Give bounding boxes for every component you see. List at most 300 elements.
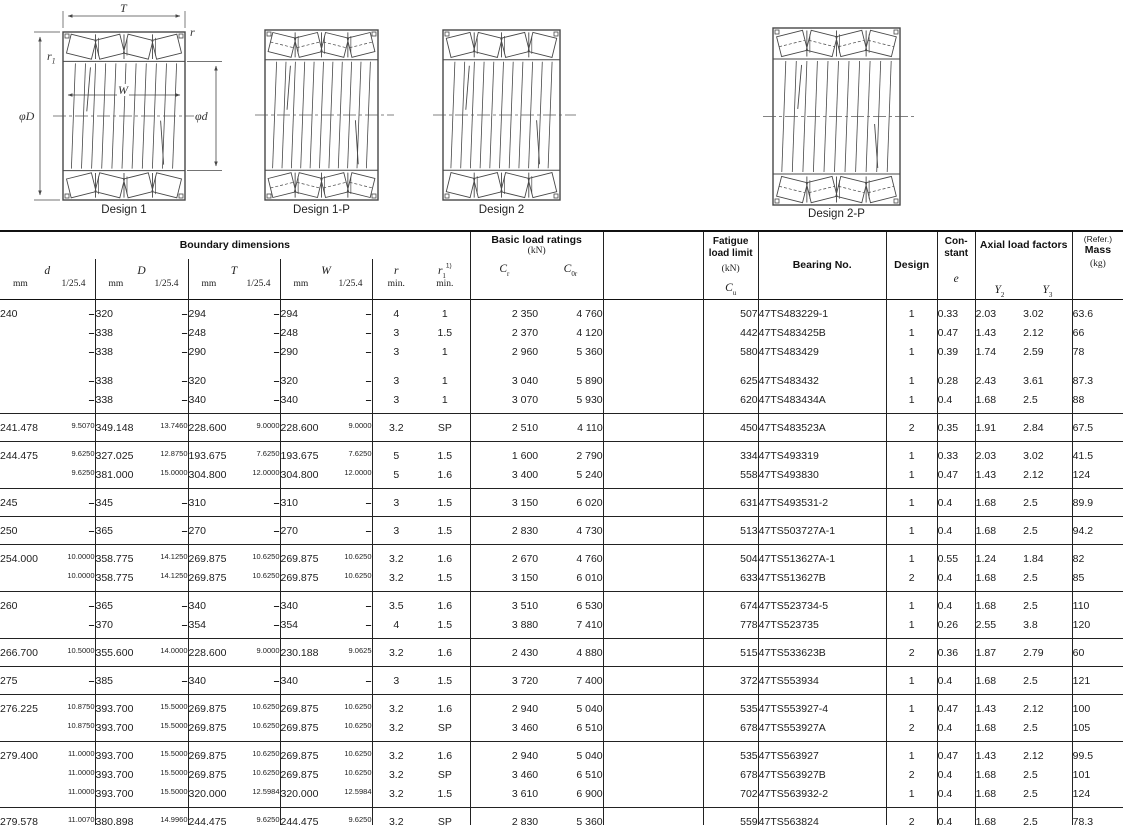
cell-d: 260 (0, 599, 18, 612)
cell-d (0, 342, 52, 361)
cell-W-in: 10.6250 (344, 571, 372, 580)
cell-d-in: – (88, 618, 95, 631)
cell-d (0, 465, 52, 489)
cell-r: 3.2 (372, 414, 420, 442)
dim-label-phi-d: φd (195, 109, 208, 123)
cell-C0r: 5 040 (576, 749, 603, 762)
header-boundary-dimensions: Boundary dimensions (179, 239, 290, 252)
cell-Cu: 515 (703, 639, 758, 667)
cell-W: 248 (280, 323, 332, 342)
cell-D: 338 (95, 342, 147, 361)
cell-r: 3 (372, 390, 420, 414)
cell-d (0, 784, 52, 808)
header-dim-W: W mm 1/25.4 (280, 259, 372, 300)
cell-d-in: – (88, 674, 95, 687)
cell-d-in: 10.0000 (67, 571, 95, 580)
cell-bearing-no: 47TS553927-4 (758, 695, 886, 719)
cell-T-in: 10.6250 (252, 571, 280, 580)
cell-r: 3 (372, 489, 420, 517)
cell-Y3: 2.84 (1023, 421, 1044, 434)
cell-bearing-no: 47TS553934 (758, 667, 886, 695)
table-group (0, 808, 1123, 825)
cell-design: 1 (886, 545, 937, 569)
cell-C0r: 5 930 (576, 393, 603, 406)
cell-Cr (470, 361, 538, 371)
cell-Y3: 2.12 (1023, 702, 1044, 715)
cell--empty (603, 718, 703, 742)
cell-d-in: 11.0070 (67, 815, 95, 824)
cell-d: 241.478 (0, 421, 38, 434)
cell-d-in: – (88, 496, 95, 509)
cell-W-in: – (365, 345, 372, 358)
cell-d: 250 (0, 524, 18, 537)
cell-T: 290 (188, 342, 240, 361)
cell-mass: 67.5 (1072, 414, 1123, 442)
dim-label-r: r (190, 25, 195, 39)
cell-d: 240 (0, 307, 18, 320)
cell-D-in: 15.0000 (160, 468, 188, 477)
cell-d-in (52, 361, 95, 371)
cell-T-in: – (273, 618, 280, 631)
cell-Cu: 674 (703, 592, 758, 616)
cell-D-in: – (181, 374, 188, 387)
table-row (0, 517, 1123, 545)
cell-Cr: 2 350 (470, 300, 538, 324)
cell-design: 1 (886, 742, 937, 766)
cell-mass (1072, 361, 1123, 371)
header-axial-load-factors: Axial load factors (975, 231, 1072, 259)
cell-e: 0.4 (937, 667, 975, 695)
cell-bearing-no: 47TS493531-2 (758, 489, 886, 517)
cell-Y2: 1.43 (975, 695, 1023, 719)
cell-r: 3 (372, 517, 420, 545)
table-group (0, 414, 1123, 442)
cell-D: 393.700 (95, 695, 147, 719)
cell-Cu: 625 (703, 371, 758, 390)
cell-Cr: 2 940 (470, 695, 538, 719)
cell-d-in: – (88, 524, 95, 537)
cell-r1: 1.6 (437, 702, 453, 715)
cell-W-in: 9.6250 (348, 815, 372, 824)
cell-T: 269.875 (188, 568, 240, 592)
cell-mass: 105 (1072, 718, 1123, 742)
cell-design: 2 (886, 765, 937, 784)
cell-T: 269.875 (188, 765, 240, 784)
cell-r1: 1.6 (437, 468, 453, 481)
cell-design: 1 (886, 667, 937, 695)
table-group (0, 592, 1123, 639)
cell-T-in: – (273, 393, 280, 406)
cell-bearing-no: 47TS483429 (758, 342, 886, 361)
cell-d-in: – (88, 307, 95, 320)
cell--empty (603, 667, 703, 695)
cell-e: 0.4 (937, 592, 975, 616)
cell-r: 3 (372, 371, 420, 390)
cell-Cr: 3 880 (470, 615, 538, 639)
cell-bearing-no: 47TS563932-2 (758, 784, 886, 808)
cell-r: 3 (372, 342, 420, 361)
cell-D: 381.000 (95, 465, 147, 489)
cell-mass: 78 (1072, 342, 1123, 361)
cell-W-in: – (365, 524, 372, 537)
header-basic-load-ratings: Basic load ratings (kN) (470, 231, 603, 259)
cell-bearing-no: 47TS483523A (758, 414, 886, 442)
cell-r: 5 (372, 465, 420, 489)
cell-design: 2 (886, 718, 937, 742)
table-row (0, 442, 1123, 466)
cell-D-in: 15.5000 (160, 702, 188, 711)
cell-W: 269.875 (280, 568, 332, 592)
cell-Cr: 2 960 (470, 342, 538, 361)
cell-design: 1 (886, 615, 937, 639)
cell-D: 358.775 (95, 568, 147, 592)
cell-W: 193.675 (280, 442, 332, 466)
cell-d-in: – (88, 345, 95, 358)
cell-C0r: 6 510 (576, 768, 603, 781)
cell-C0r: 7 400 (576, 674, 603, 687)
cell-Y2: 1.68 (975, 489, 1023, 517)
cell-r: 3.2 (372, 742, 420, 766)
cell-T-in: – (273, 524, 280, 537)
cell-r: 3.5 (372, 592, 420, 616)
cell-r: 3.2 (372, 639, 420, 667)
cell-e (937, 361, 975, 371)
cell-r: 3.2 (372, 765, 420, 784)
cell-W: 269.875 (280, 742, 332, 766)
cell-d (0, 718, 52, 742)
table-row (0, 695, 1123, 719)
header-r1: $r_1^{1)}$ min. (436, 262, 454, 289)
cell-C0r: 6 530 (576, 599, 603, 612)
cell-W: 269.875 (280, 765, 332, 784)
cell-bearing-no: 47TS483434A (758, 390, 886, 414)
cell-Y2: 2.55 (975, 615, 1023, 639)
cell-e: 0.4 (937, 784, 975, 808)
cell-design: 1 (886, 342, 937, 361)
cell-T-in: 10.6250 (252, 768, 280, 777)
cell-design: 2 (886, 568, 937, 592)
cell-W-in: 9.0000 (348, 421, 372, 430)
cell-D-in: 14.0000 (160, 646, 188, 655)
cell-T: 340 (188, 592, 240, 616)
cell-W (280, 361, 332, 371)
cell-r: 3.2 (372, 545, 420, 569)
cell-r (372, 361, 420, 371)
cell-Y3: 2.5 (1023, 721, 1038, 734)
cell-Y2: 2.43 (975, 371, 1023, 390)
cell-design: 1 (886, 371, 937, 390)
cell-T-in: 10.6250 (252, 721, 280, 730)
table-group (0, 442, 1123, 489)
cell-Cu: 372 (703, 667, 758, 695)
cell-Y3: 1.84 (1023, 552, 1044, 565)
cell-C0r: 6 010 (576, 571, 603, 584)
cell-Cu: 507 (703, 300, 758, 324)
cell-mass: 100 (1072, 695, 1123, 719)
cell-T (188, 361, 240, 371)
cell-D-in: – (181, 345, 188, 358)
cell-T-in: 10.6250 (252, 702, 280, 711)
cell--empty (603, 808, 703, 825)
cell-T-in: 12.0000 (252, 468, 280, 477)
cell--empty (603, 300, 703, 324)
cell-Cu: 702 (703, 784, 758, 808)
cell-mass: 110 (1072, 592, 1123, 616)
design-1p-label: Design 1-P (293, 204, 350, 216)
cell-d-in: 10.0000 (67, 552, 95, 561)
table-group (0, 517, 1123, 545)
cell-r: 3 (372, 323, 420, 342)
cell-T-in: – (273, 496, 280, 509)
cell-T-in: 9.0000 (256, 421, 280, 430)
cell-d: 254.000 (0, 552, 38, 565)
cell-Y2: 1.24 (975, 545, 1023, 569)
cell-d-in: 10.8750 (67, 702, 95, 711)
cell-W-in: 10.6250 (344, 768, 372, 777)
cell-Cr: 2 830 (470, 517, 538, 545)
cell-D-in: – (181, 524, 188, 537)
cell-mass: 82 (1072, 545, 1123, 569)
cell--empty (603, 361, 703, 371)
cell-Cu: 620 (703, 390, 758, 414)
cell-d: 279.578 (0, 815, 38, 825)
cell-mass: 85 (1072, 568, 1123, 592)
cell-Cr: 1 600 (470, 442, 538, 466)
header-C0r: $C_{0r}$ (563, 263, 578, 279)
cell--empty (603, 371, 703, 390)
header-Cr: $C_r$ (470, 259, 538, 300)
cell-Y3: 2.5 (1023, 768, 1038, 781)
cell-W: 320 (280, 371, 332, 390)
cell-Cr: 3 150 (470, 489, 538, 517)
cell-Cu: 678 (703, 765, 758, 784)
cell-Cr: 2 510 (470, 414, 538, 442)
cell-mass: 89.9 (1072, 489, 1123, 517)
cell-W-in: – (365, 393, 372, 406)
cell-d-in: 11.0000 (67, 787, 95, 796)
cell-Cu: 559 (703, 808, 758, 825)
cell-Y2: 2.03 (975, 300, 1023, 324)
cell-Cu: 535 (703, 742, 758, 766)
cell-mass: 101 (1072, 765, 1123, 784)
cell-D: 320 (95, 300, 147, 324)
header-Y3: $Y_3$ (1042, 283, 1053, 299)
cell-d-in: – (88, 599, 95, 612)
cell-D-in: – (181, 326, 188, 339)
cell--empty (603, 414, 703, 442)
header-dim-d: d mm 1/25.4 (13, 265, 86, 289)
cell-bearing-no: 47TS493319 (758, 442, 886, 466)
cell-T: 320 (188, 371, 240, 390)
cell-r1: 1 (441, 307, 448, 320)
cell-d: 244.475 (0, 449, 38, 462)
cell-Y3: 3.8 (1023, 618, 1038, 631)
table-group (0, 742, 1123, 808)
cell-design: 1 (886, 517, 937, 545)
cell-C0r: 6 900 (576, 787, 603, 800)
cell-Y2: 1.68 (975, 390, 1023, 414)
cell-D: 327.025 (95, 442, 147, 466)
cell-r1: SP (437, 815, 452, 825)
cell-e: 0.39 (937, 342, 975, 361)
cell-W: 304.800 (280, 465, 332, 489)
table-row (0, 639, 1123, 667)
cell-T-in: – (273, 599, 280, 612)
cell-r1: 1 (441, 374, 448, 387)
cell-mass: 124 (1072, 465, 1123, 489)
cell-Y3: 2.12 (1023, 326, 1044, 339)
cell-Cu: 442 (703, 323, 758, 342)
cell-mass: 88 (1072, 390, 1123, 414)
cell-r1: SP (437, 768, 452, 781)
header-r: r min. (372, 259, 420, 300)
cell-W: 340 (280, 390, 332, 414)
cell-W: 354 (280, 615, 332, 639)
cell-D-in: – (181, 307, 188, 320)
cell-r1: 1.5 (437, 571, 453, 584)
cell-d-in: 10.5000 (67, 646, 95, 655)
header-fatigue-load-limit: Fatigue load limit (kN) $C_u$ (703, 231, 758, 300)
cell-bearing-no: 47TS513627A-1 (758, 545, 886, 569)
cell-bearing-no: 47TS483229-1 (758, 300, 886, 324)
cell-D-in: 13.7460 (160, 421, 188, 430)
cell-d-in: 11.0000 (67, 749, 95, 758)
cell-r: 3.2 (372, 718, 420, 742)
cell-W-in: 10.6250 (344, 749, 372, 758)
cell-d: 279.400 (0, 749, 38, 762)
cell-C0r: 6 020 (576, 496, 603, 509)
cell-Y2: 1.91 (975, 414, 1023, 442)
cell-bearing-no: 47TS513627B (758, 568, 886, 592)
cell-Cu (703, 361, 758, 371)
table-row (0, 742, 1123, 766)
cell-C0r: 5 890 (576, 374, 603, 387)
cell-W-in: 12.5984 (344, 787, 372, 796)
cell-T: 193.675 (188, 442, 240, 466)
cell-Cr: 3 510 (470, 592, 538, 616)
cell-Y2: 1.68 (975, 667, 1023, 695)
cell-r1: 1.5 (437, 496, 453, 509)
cell-D: 338 (95, 323, 147, 342)
cell-bearing-no (758, 361, 886, 371)
cell-D (95, 361, 147, 371)
cell-r1 (420, 361, 470, 371)
cell-W-in: 10.6250 (344, 702, 372, 711)
cell-T-in: 10.6250 (252, 749, 280, 758)
cell-T-in: 9.0000 (256, 646, 280, 655)
table-row (0, 765, 1123, 784)
cell-T-in: – (273, 374, 280, 387)
cell-design: 1 (886, 784, 937, 808)
cell-D: 349.148 (95, 414, 147, 442)
cell-T: 304.800 (188, 465, 240, 489)
cell-Y2: 1.68 (975, 568, 1023, 592)
cell-C0r: 5 040 (576, 702, 603, 715)
cell-e: 0.47 (937, 465, 975, 489)
cell-design: 2 (886, 808, 937, 825)
design-1-label: Design 1 (101, 204, 147, 216)
cell-Cr: 3 070 (470, 390, 538, 414)
table-row (0, 667, 1123, 695)
cell-C0r: 5 360 (576, 815, 603, 825)
cell-e: 0.33 (937, 300, 975, 324)
cell-design (886, 361, 937, 371)
cell-D: 338 (95, 390, 147, 414)
cell-Y2 (975, 361, 1023, 371)
cell-C0r: 7 410 (576, 618, 603, 631)
cell-bearing-no: 47TS553927A (758, 718, 886, 742)
cell-T-in: – (273, 345, 280, 358)
cell-r1: SP (437, 421, 452, 434)
cell-d (0, 390, 52, 414)
cell-D: 393.700 (95, 718, 147, 742)
cell-C0r: 4 120 (576, 326, 603, 339)
cell--empty (603, 342, 703, 361)
table-row (0, 371, 1123, 390)
table-row (0, 300, 1123, 324)
cell-T-in: 10.6250 (252, 552, 280, 561)
cell-bearing-no: 47TS493830 (758, 465, 886, 489)
cell-D: 393.700 (95, 784, 147, 808)
table-row (0, 545, 1123, 569)
cell-T: 310 (188, 489, 240, 517)
table-row (0, 323, 1123, 342)
cell-r: 4 (372, 615, 420, 639)
cell-d-in: 9.6250 (71, 468, 95, 477)
cell-D-in: – (181, 674, 188, 687)
cell-bearing-no: 47TS523734-5 (758, 592, 886, 616)
cell-Y3: 2.12 (1023, 749, 1044, 762)
cell-Y2: 1.68 (975, 765, 1023, 784)
cell-W-in: 9.0625 (348, 646, 372, 655)
cell-T: 340 (188, 667, 240, 695)
cell-W: 230.188 (280, 639, 332, 667)
cell-d-in: 11.0000 (67, 768, 95, 777)
cell-T: 244.475 (188, 808, 240, 825)
cell-d-in: – (88, 326, 95, 339)
cell-C0r: 6 510 (576, 721, 603, 734)
cell-d: 275 (0, 674, 18, 687)
cell-bearing-no: 47TS503727A-1 (758, 517, 886, 545)
cell-Cr: 3 610 (470, 784, 538, 808)
cell-T: 340 (188, 390, 240, 414)
cell-Y3: 2.5 (1023, 496, 1038, 509)
cell-C0r (538, 361, 603, 371)
cell--empty (603, 323, 703, 342)
cell-r: 3.2 (372, 808, 420, 825)
cell-e: 0.47 (937, 323, 975, 342)
cell-T-in: – (273, 674, 280, 687)
bearing-cross-section-drawings (0, 0, 1123, 229)
cell-r: 4 (372, 300, 420, 324)
cell-Y3: 2.5 (1023, 674, 1038, 687)
cell-d (0, 371, 52, 390)
cell-Y2: 1.74 (975, 342, 1023, 361)
cell-mass: 87.3 (1072, 371, 1123, 390)
cell-d-in: – (88, 393, 95, 406)
cell-W: 269.875 (280, 718, 332, 742)
cell-r1: 1 (441, 345, 448, 358)
cell-Y2: 1.43 (975, 742, 1023, 766)
cell-D-in: 14.9960 (160, 815, 188, 824)
table-row (0, 465, 1123, 489)
cell-mass: 63.6 (1072, 300, 1123, 324)
cell--empty (603, 695, 703, 719)
cell--empty (603, 765, 703, 784)
cell-T: 269.875 (188, 742, 240, 766)
cell-Cu: 334 (703, 442, 758, 466)
cell-W-in: 7.6250 (348, 449, 372, 458)
